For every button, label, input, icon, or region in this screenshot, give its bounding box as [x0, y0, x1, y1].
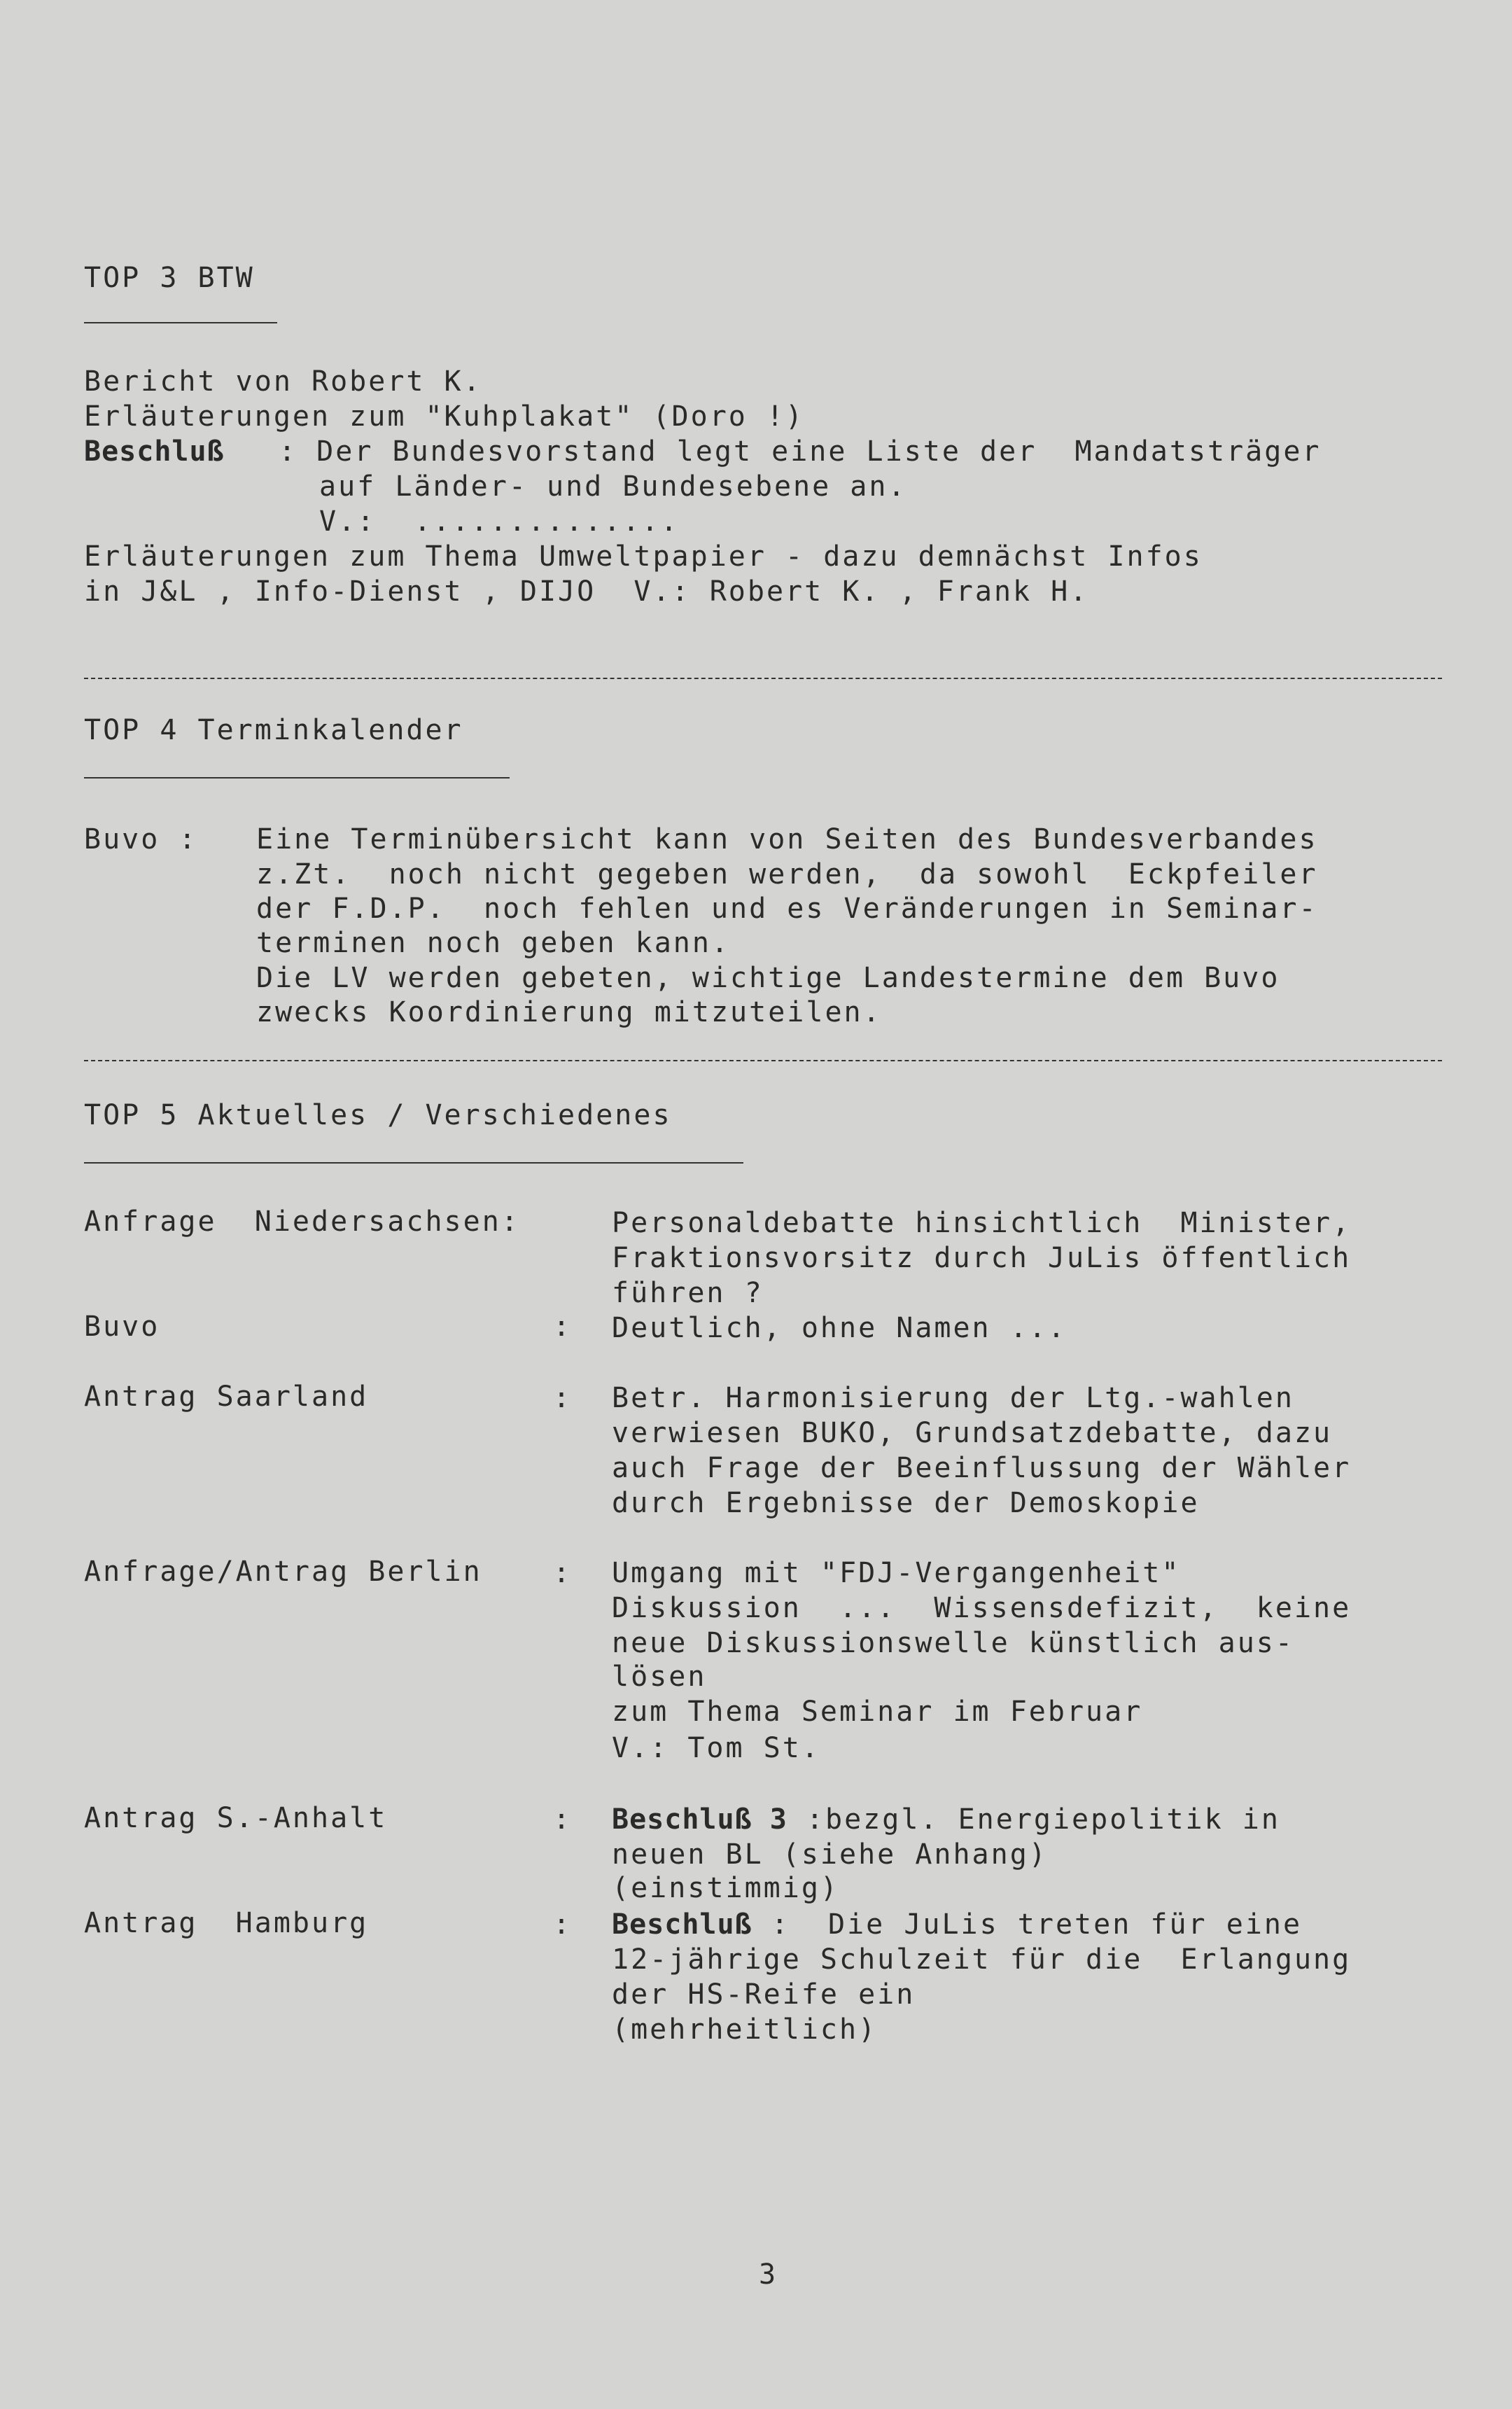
top5-item-line: 12-jährige Schulzeit für die Erlangung	[612, 1943, 1352, 1976]
top3-heading-underline	[84, 322, 277, 323]
top5-item-line: Betr. Harmonisierung der Ltg.-wahlen	[612, 1382, 1294, 1414]
top5-heading-underline	[84, 1162, 743, 1164]
top5-item-line: führen ?	[612, 1277, 764, 1309]
top5-item-first-line	[612, 1802, 1280, 1837]
top3-line-explanation: Erläuterungen zum "Kuhplakat" (Doro !)	[84, 400, 805, 433]
section-divider-2	[84, 1060, 1442, 1061]
top4-line: der F.D.P. noch fehlen und es Veränderungen in Seminar-	[256, 893, 1318, 925]
top5-item-line: Deutlich, ohne Namen ...	[612, 1312, 1067, 1344]
top5-item-label: Anfrage Niedersachsen:	[84, 1206, 520, 1238]
top5-heading: TOP 5 Aktuelles / Verschiedenes	[84, 1099, 672, 1131]
top5-item-label: Antrag Hamburg	[84, 1907, 369, 1939]
top5-item-line: zum Thema Seminar im Februar	[612, 1696, 1143, 1728]
top5-item-line: der HS-Reife ein	[612, 1978, 916, 2011]
page-number: 3	[759, 2258, 778, 2291]
top5-item-line: Fraktionsvorsitz durch JuLis öffentlich	[612, 1242, 1352, 1274]
top5-item-line: Diskussion ... Wissensdefizit, keine	[612, 1592, 1352, 1624]
top4-line: zwecks Koordinierung mitzuteilen.	[256, 996, 882, 1028]
beschluss-text: : Die JuLis treten für eine	[752, 1908, 1303, 1941]
top4-line: terminen noch geben kann.	[256, 927, 731, 959]
top4-line: Eine Terminübersicht kann von Seiten des Bundesverbandes	[256, 823, 1318, 856]
top5-item-colon: :	[553, 1908, 573, 1941]
top5-item-label: Anfrage/Antrag Berlin	[84, 1556, 482, 1588]
top5-item-colon: :	[553, 1382, 573, 1414]
top5-item-line: lösen	[612, 1661, 707, 1693]
top5-item-line: Personaldebatte hinsichtlich Minister,	[612, 1207, 1352, 1239]
top3-beschluss-label: Beschluß	[84, 435, 225, 468]
top5-item-line: (einstimmig)	[612, 1872, 839, 1904]
beschluss-label: Beschluß	[612, 1908, 752, 1941]
top3-beschluss-text-1: : Der Bundesvorstand legt eine Liste der Mandatsträger	[279, 435, 1322, 468]
top4-line: Die LV werden gebeten, wichtige Landestermine dem Buvo	[256, 962, 1280, 994]
top5-item-line: neue Diskussionswelle künstlich aus-	[612, 1627, 1294, 1659]
top5-item-colon: :	[553, 1557, 573, 1589]
top3-line-umweltpapier: Erläuterungen zum Thema Umweltpapier - dazu demnächst Infos	[84, 540, 1203, 573]
beschluss-text: :bezgl. Energiepolitik in	[787, 1803, 1280, 1836]
top5-item-colon: :	[553, 1803, 573, 1836]
top5-item-colon: :	[553, 1311, 573, 1343]
section-divider-1	[84, 678, 1442, 679]
top5-item-line: verwiesen BUKO, Grundsatzdebatte, dazu	[612, 1417, 1333, 1449]
top3-beschluss-v: V.: ..............	[319, 505, 680, 538]
top3-line-infos: in J&L , Info-Dienst , DIJO V.: Robert K. , Frank H.	[84, 575, 1089, 608]
top3-beschluss-text-2: auf Länder- und Bundesebene an.	[319, 470, 907, 503]
top5-item-line: Umgang mit "FDJ-Vergangenheit"	[612, 1557, 1181, 1589]
top5-item-label: Antrag Saarland	[84, 1381, 369, 1413]
beschluss-label: Beschluß 3	[612, 1803, 788, 1836]
top3-heading: TOP 3 BTW	[84, 262, 255, 294]
top5-item-label: Antrag S.-Anhalt	[84, 1802, 388, 1834]
top5-item-line: neuen BL (siehe Anhang)	[612, 1838, 1048, 1871]
top4-heading-underline	[84, 777, 510, 778]
top4-line: z.Zt. noch nicht gegeben werden, da sowohl Eckpfeiler	[256, 858, 1318, 891]
top5-item-line: durch Ergebnisse der Demoskopie	[612, 1487, 1200, 1519]
top5-item-line: (mehrheitlich)	[612, 2013, 878, 2046]
top5-item-line: V.: Tom St.	[612, 1732, 820, 1764]
top3-line-report: Bericht von Robert K.	[84, 365, 482, 398]
top5-item-label: Buvo	[84, 1311, 160, 1343]
top5-item-line: auch Frage der Beeinflussung der Wähler	[612, 1452, 1352, 1484]
top4-label: Buvo :	[84, 823, 198, 856]
top4-heading: TOP 4 Terminkalender	[84, 714, 463, 746]
top5-item-first-line	[612, 1907, 1302, 1942]
